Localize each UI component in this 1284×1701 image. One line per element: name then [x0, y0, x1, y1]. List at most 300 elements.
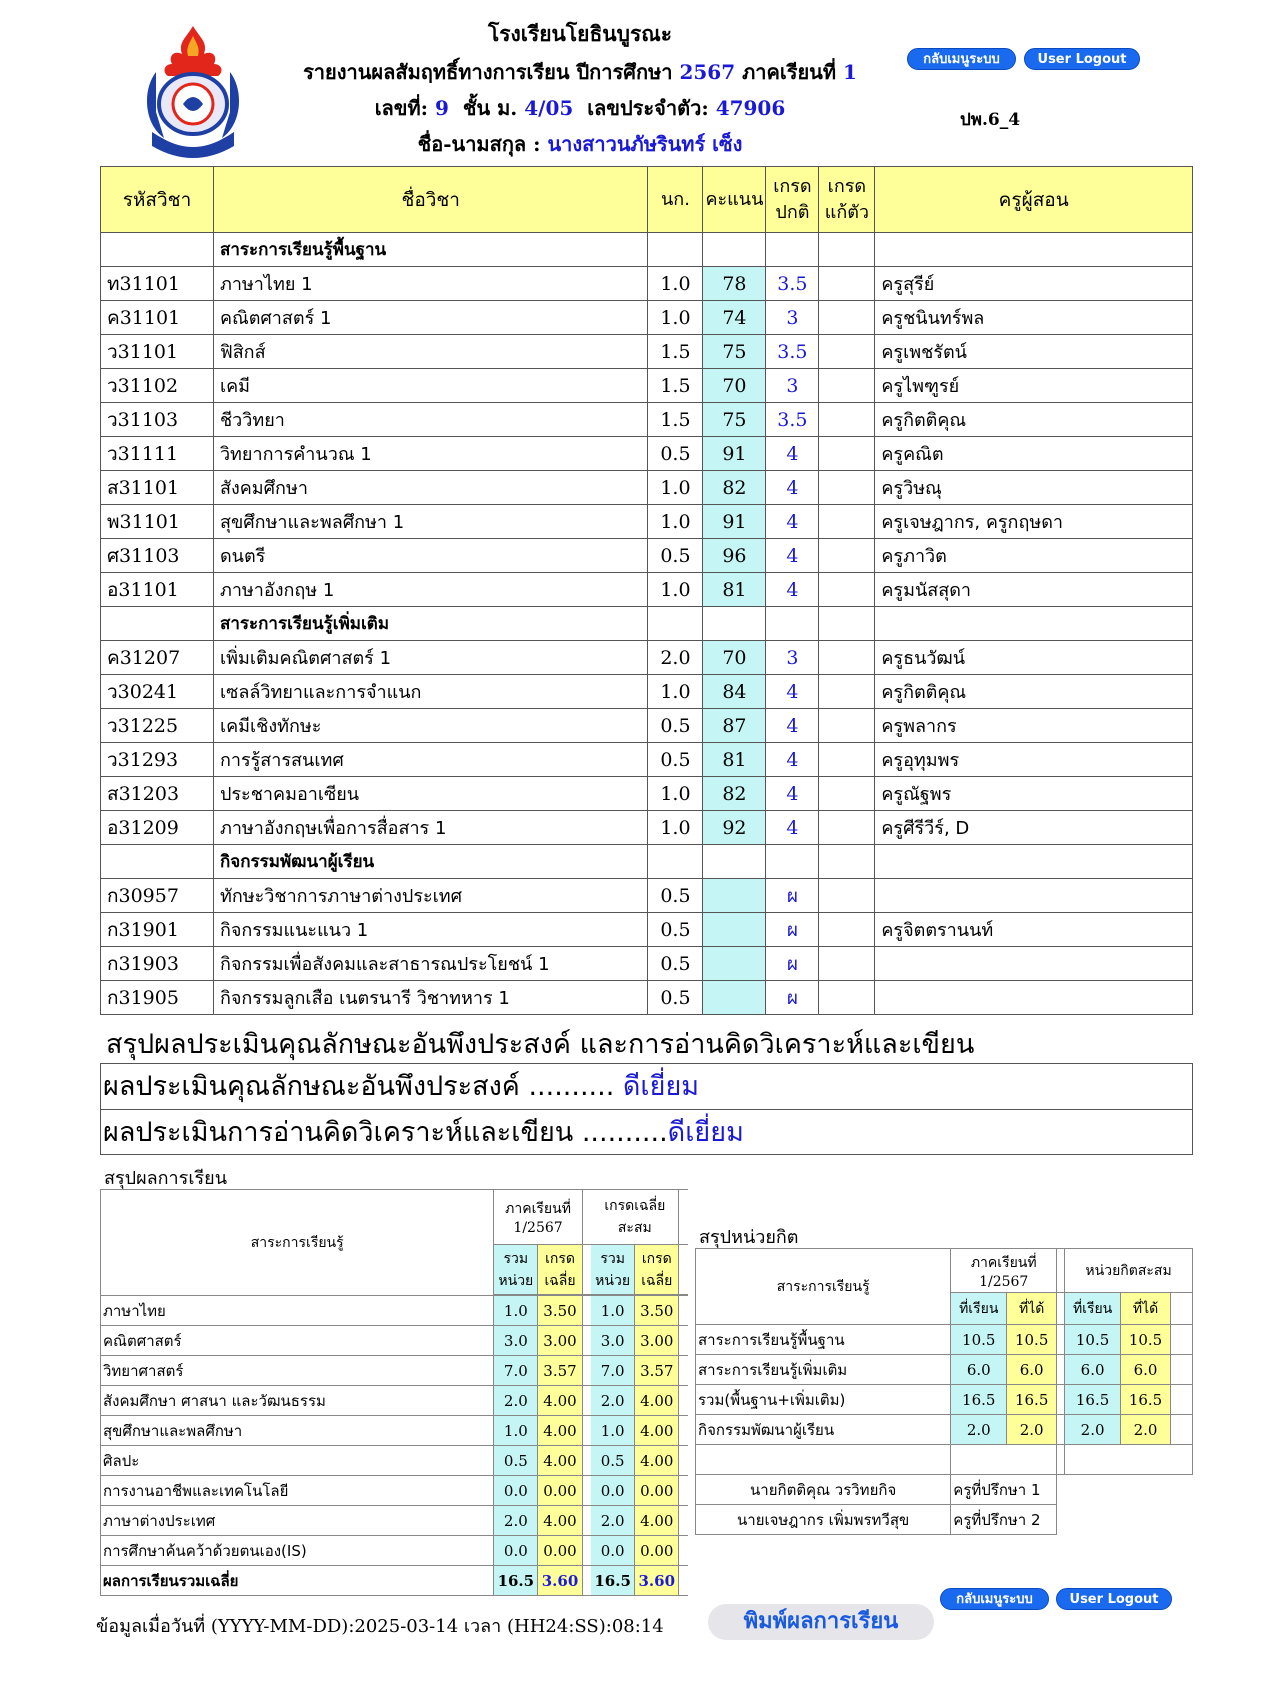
header-code: รหัสวิชา [101, 167, 214, 233]
subject-grade-fix [819, 641, 875, 675]
spacer [1171, 1385, 1193, 1415]
subject-grade-fix [819, 403, 875, 437]
subject-credit: 2.0 [648, 641, 703, 675]
subject-credit: 0.5 [648, 743, 703, 777]
spacer [582, 1326, 590, 1356]
summary-row [101, 1476, 688, 1506]
subject-code: ว31103 [101, 403, 214, 437]
subject-name: สังคมศึกษา [213, 471, 648, 505]
data-timestamp: ข้อมูลเมื่อวันที่ (YYYY-MM-DD):2025-03-14 เวลา (HH24:SS):08:14 [96, 1616, 664, 1637]
summary-term-units: 1.0 [494, 1296, 538, 1326]
spacer [679, 1296, 688, 1326]
subject-score: 82 [703, 777, 766, 811]
subject-code: ส31101 [101, 471, 214, 505]
credits-subject: รวม(พื้นฐาน+เพิ่มเติม) [696, 1385, 951, 1415]
subject-score: 75 [703, 335, 766, 369]
report-header [0, 0, 1284, 168]
table-row [101, 437, 1193, 471]
summary-term-gpa: 4.00 [538, 1416, 582, 1446]
group-row [101, 233, 1193, 267]
credits-row [696, 1325, 1193, 1355]
subject-credit: 0.5 [648, 539, 703, 573]
credits-cum-took: 6.0 [1065, 1355, 1121, 1385]
credits-subject: กิจกรรมพัฒนาผู้เรียน [696, 1415, 951, 1445]
table-row [101, 267, 1193, 301]
student-class: 4/05 [524, 96, 574, 120]
summary-subject: ผลการเรียนรวมเฉลี่ย [101, 1566, 494, 1596]
cell-teacher [875, 845, 1193, 879]
subject-score [703, 879, 766, 913]
subject-code: ศ31103 [101, 539, 214, 573]
summary-row [101, 1326, 688, 1356]
cell-credit [648, 607, 703, 641]
subject-score: 82 [703, 471, 766, 505]
spacer [1171, 1415, 1193, 1445]
summary-cum-units: 0.0 [591, 1476, 635, 1506]
credits-term-took: 2.0 [951, 1415, 1007, 1445]
cell-credit [648, 845, 703, 879]
table-row [101, 709, 1193, 743]
back-to-menu-button-bottom[interactable]: กลับเมนูระบบ [940, 1588, 1049, 1610]
logout-button[interactable]: User Logout [1024, 48, 1140, 70]
subject-code: พ31101 [101, 505, 214, 539]
summary-term-gpa: 3.57 [538, 1356, 582, 1386]
summary-cum-units: 2.0 [591, 1506, 635, 1536]
table-row [101, 573, 1193, 607]
cell-code [101, 233, 214, 267]
credits-title: สรุปหน่วยกิต [699, 1227, 799, 1248]
subject-code: ว31111 [101, 437, 214, 471]
advisor-row [696, 1475, 1193, 1505]
credits-term-took: 16.5 [951, 1385, 1007, 1415]
summary-row [101, 1356, 688, 1386]
subject-score: 96 [703, 539, 766, 573]
table-row [101, 743, 1193, 777]
summary-cum-gpa: 4.00 [635, 1416, 679, 1446]
subject-score [703, 913, 766, 947]
group-row [101, 845, 1193, 879]
subject-code: ท31101 [101, 267, 214, 301]
subject-score: 70 [703, 641, 766, 675]
subject-grade-fix [819, 743, 875, 777]
table-row [101, 471, 1193, 505]
summary-row [101, 1446, 688, 1476]
subject-name: ฟิสิกส์ [213, 335, 648, 369]
report-title [260, 56, 900, 88]
summary-subject: การศึกษาค้นคว้าด้วยตนเอง(IS) [101, 1536, 494, 1566]
spacer [582, 1416, 590, 1446]
credits-sub-took-cum: ที่เรียน [1065, 1293, 1121, 1325]
subject-score: 91 [703, 505, 766, 539]
class-label: ชั้น ม. [462, 96, 518, 120]
summary-subject: สังคมศึกษา ศาสนา และวัฒนธรรม [101, 1386, 494, 1416]
subject-grade: 4 [766, 709, 819, 743]
summary-cum-gpa: 0.00 [635, 1536, 679, 1566]
summary-subject: ภาษาต่างประเทศ [101, 1506, 494, 1536]
summary-term-units: 0.0 [494, 1536, 538, 1566]
summary-cum-units: 2.0 [591, 1386, 635, 1416]
no-label: เลขที่: [374, 96, 429, 120]
spacer [1057, 1505, 1193, 1535]
subject-code: ก30957 [101, 879, 214, 913]
reading-result: ดีเยี่ยม [667, 1117, 744, 1148]
spacer [679, 1506, 688, 1536]
subject-credit: 1.0 [648, 267, 703, 301]
school-name: โรงเรียนโยธินบูรณะ [487, 21, 673, 46]
summary-sub-units-cum: รวม หน่วย [591, 1245, 635, 1295]
subject-grade: 4 [766, 675, 819, 709]
summary-cum-gpa: 0.00 [635, 1476, 679, 1506]
subject-code: ก31901 [101, 913, 214, 947]
cell-score [703, 845, 766, 879]
summary-subject: สุขศึกษาและพลศึกษา [101, 1416, 494, 1446]
credits-term-got: 2.0 [1007, 1415, 1057, 1445]
subject-teacher: ครูเจษฎากร, ครูกฤษดา [875, 505, 1193, 539]
subject-grade-fix [819, 981, 875, 1015]
credits-subject: สาระการเรียนรู้เพิ่มเติม [696, 1355, 951, 1385]
group-name: สาระการเรียนรู้พื้นฐาน [213, 233, 648, 267]
summary-row [101, 1506, 688, 1536]
table-row [101, 539, 1193, 573]
cell-grade [766, 607, 819, 641]
spacer [679, 1326, 688, 1356]
summary-table [100, 1189, 688, 1596]
advisor-role: ครูที่ปรึกษา 2 [951, 1505, 1057, 1535]
summary-term-gpa: 3.00 [538, 1326, 582, 1356]
spacer [1057, 1385, 1065, 1415]
characteristics-result: ดีเยี่ยม [622, 1071, 700, 1102]
subject-code: ส31203 [101, 777, 214, 811]
assessment-reading: ผลประเมินการอ่านคิดวิเคราะห์และเขียน ..........ดีเยี่ยม [101, 1109, 1192, 1154]
subject-grade-fix [819, 573, 875, 607]
summary-term-gpa: 3.50 [538, 1296, 582, 1326]
subject-code: อ31101 [101, 573, 214, 607]
student-id: 47906 [715, 96, 786, 120]
id-label: เลขประจำตัว: [587, 96, 709, 120]
header-score: คะแนน [703, 167, 766, 233]
subject-credit: 0.5 [648, 879, 703, 913]
cell-teacher [875, 233, 1193, 267]
subject-code: ว31102 [101, 369, 214, 403]
spacer [679, 1356, 688, 1386]
subject-code: ก31905 [101, 981, 214, 1015]
subject-teacher: ครูวิษณุ [875, 471, 1193, 505]
subject-score: 74 [703, 301, 766, 335]
subject-grade: ผ [766, 981, 819, 1015]
cell-score [703, 607, 766, 641]
subject-grade: ผ [766, 879, 819, 913]
credits-row [696, 1355, 1193, 1385]
summary-term-units: 1.0 [494, 1416, 538, 1446]
summary-cum-units: 1.0 [591, 1416, 635, 1446]
subject-grade: 4 [766, 471, 819, 505]
subject-grade-fix [819, 369, 875, 403]
spacer [679, 1476, 688, 1506]
credits-cum-got: 16.5 [1121, 1385, 1171, 1415]
summary-cum-units: 3.0 [591, 1326, 635, 1356]
subject-credit: 0.5 [648, 981, 703, 1015]
subject-grade-fix [819, 913, 875, 947]
subject-grade: 3 [766, 369, 819, 403]
summary-sub-gpa: เกรด เฉลี่ย [538, 1245, 582, 1295]
cell-grade [766, 233, 819, 267]
subject-teacher: ครูเพชรัตน์ [875, 335, 1193, 369]
summary-subject: ภาษาไทย [101, 1296, 494, 1326]
subject-credit: 1.0 [648, 471, 703, 505]
student-info [260, 92, 900, 124]
subject-code: ว30241 [101, 675, 214, 709]
subject-grade: 4 [766, 437, 819, 471]
logout-button-bottom[interactable]: User Logout [1056, 1588, 1172, 1610]
school-logo [138, 20, 248, 160]
grades-table [100, 166, 1193, 1015]
subject-teacher: ครูธนวัฒน์ [875, 641, 1193, 675]
subject-grade: 4 [766, 539, 819, 573]
subject-teacher [875, 879, 1193, 913]
subject-code: ก31903 [101, 947, 214, 981]
summary-cum-gpa: 4.00 [635, 1446, 679, 1476]
subject-grade: 4 [766, 743, 819, 777]
subject-grade-fix [819, 947, 875, 981]
credits-row [696, 1415, 1193, 1445]
summary-col-term: ภาคเรียนที่ 1/2567 [494, 1190, 582, 1245]
spacer [1171, 1325, 1193, 1355]
subject-teacher: ครูณัฐพร [875, 777, 1193, 811]
subject-code: ว31101 [101, 335, 214, 369]
print-report-button[interactable]: พิมพ์ผลการเรียน [708, 1604, 934, 1640]
table-row [101, 641, 1193, 675]
subject-grade-fix [819, 777, 875, 811]
grades-table-header [101, 167, 1193, 233]
subject-credit: 1.0 [648, 811, 703, 845]
table-row [101, 947, 1193, 981]
summary-row [101, 1416, 688, 1446]
subject-grade-fix [819, 709, 875, 743]
subject-score: 84 [703, 675, 766, 709]
subject-code: ว31225 [101, 709, 214, 743]
subject-score: 92 [703, 811, 766, 845]
table-row [101, 403, 1193, 437]
summary-sub-units: รวม หน่วย [494, 1245, 538, 1295]
subject-teacher [875, 981, 1193, 1015]
cell-teacher [875, 607, 1193, 641]
subject-score: 91 [703, 437, 766, 471]
group-name: สาระการเรียนรู้เพิ่มเติม [213, 607, 648, 641]
cell-code [101, 607, 214, 641]
credits-col-subject: สาระการเรียนรู้ [696, 1249, 951, 1325]
credits-table [695, 1248, 1193, 1535]
spacer [679, 1446, 688, 1476]
summary-cum-gpa: 3.57 [635, 1356, 679, 1386]
summary-sub-gpa-cum: เกรด เฉลี่ย [635, 1245, 679, 1295]
summary-cum-units: 16.5 [591, 1566, 635, 1596]
subject-grade: 4 [766, 777, 819, 811]
subject-teacher: ครูชนินทร์พล [875, 301, 1193, 335]
subject-teacher: ครูอุทุมพร [875, 743, 1193, 777]
summary-subject: การงานอาชีพและเทคโนโลยี [101, 1476, 494, 1506]
subject-credit: 1.0 [648, 675, 703, 709]
summary-cum-gpa: 4.00 [635, 1386, 679, 1416]
spacer [1057, 1355, 1065, 1385]
subject-credit: 0.5 [648, 437, 703, 471]
subject-name: ภาษาอังกฤษ 1 [213, 573, 648, 607]
advisor-name: นายกิตติคุณ วรวิทยกิจ [696, 1475, 951, 1505]
subject-grade-fix [819, 267, 875, 301]
summary-term-units: 16.5 [494, 1566, 538, 1596]
subject-name: เซลล์วิทยาและการจำแนก [213, 675, 648, 709]
subject-name: ภาษาอังกฤษเพื่อการสื่อสาร 1 [213, 811, 648, 845]
spacer [1171, 1355, 1193, 1385]
subject-score: 75 [703, 403, 766, 437]
credits-col-term: ภาคเรียนที่ 1/2567 [951, 1249, 1057, 1293]
subject-grade-fix [819, 505, 875, 539]
subject-score: 81 [703, 743, 766, 777]
table-row [101, 913, 1193, 947]
subject-grade: 3.5 [766, 267, 819, 301]
subject-name: เคมี [213, 369, 648, 403]
group-row [101, 607, 1193, 641]
subject-grade-fix [819, 539, 875, 573]
cell-credit [648, 233, 703, 267]
summary-term-units: 2.0 [494, 1386, 538, 1416]
credits-term-got: 16.5 [1007, 1385, 1057, 1415]
spacer [679, 1536, 688, 1566]
spacer [1057, 1325, 1065, 1355]
subject-name: ชีววิทยา [213, 403, 648, 437]
credits-sub-got: ที่ได้ [1007, 1293, 1057, 1325]
assessment-title: สรุปผลประเมินคุณลักษณะอันพึงประสงค์ และการอ่านคิดวิเคราะห์และเขียน [106, 1029, 975, 1060]
table-row [101, 879, 1193, 913]
spacer [679, 1566, 688, 1596]
subject-credit: 0.5 [648, 913, 703, 947]
subject-score [703, 981, 766, 1015]
summary-term-units: 0.0 [494, 1476, 538, 1506]
credits-term-got: 10.5 [1007, 1325, 1057, 1355]
summary-term-units: 0.5 [494, 1446, 538, 1476]
credits-sub-took: ที่เรียน [951, 1293, 1007, 1325]
subject-teacher: ครูกิตติคุณ [875, 403, 1193, 437]
spacer [582, 1446, 590, 1476]
subject-score: 81 [703, 573, 766, 607]
subject-name: ภาษาไทย 1 [213, 267, 648, 301]
subject-credit: 1.0 [648, 505, 703, 539]
subject-credit: 1.5 [648, 369, 703, 403]
name-label: ชื่อ-นามสกุล : [417, 132, 541, 156]
spacer [582, 1566, 590, 1596]
subject-credit: 1.0 [648, 573, 703, 607]
table-row [101, 369, 1193, 403]
subject-name: เพิ่มเติมคณิตศาสตร์ 1 [213, 641, 648, 675]
back-to-menu-button[interactable]: กลับเมนูระบบ [907, 48, 1016, 70]
summary-term-gpa: 3.60 [538, 1566, 582, 1596]
subject-grade: 3 [766, 641, 819, 675]
credits-cum-took: 2.0 [1065, 1415, 1121, 1445]
assessment-box [100, 1063, 1193, 1155]
report-title-prefix: รายงานผลสัมฤทธิ์ทางการเรียน ปีการศึกษา [303, 60, 673, 84]
credits-cum-took: 16.5 [1065, 1385, 1121, 1415]
subject-teacher: ครูกิตติคุณ [875, 675, 1193, 709]
advisor-row [696, 1505, 1193, 1535]
group-name: กิจกรรมพัฒนาผู้เรียน [213, 845, 648, 879]
summary-col-cum: เกรดเฉลี่ย สะสม [591, 1190, 679, 1245]
summary-cum-gpa: 3.50 [635, 1296, 679, 1326]
summary-term-gpa: 0.00 [538, 1536, 582, 1566]
subject-code: ว31293 [101, 743, 214, 777]
cell-score [703, 233, 766, 267]
summary-term-gpa: 0.00 [538, 1476, 582, 1506]
summary-cum-units: 0.5 [591, 1446, 635, 1476]
subject-teacher: ครูสุรีย์ [875, 267, 1193, 301]
credits-cum-took: 10.5 [1065, 1325, 1121, 1355]
subject-grade: 3.5 [766, 335, 819, 369]
spacer [582, 1506, 590, 1536]
credits-row [696, 1385, 1193, 1415]
credits-sub-got-cum: ที่ได้ [1121, 1293, 1171, 1325]
summary-term-units: 2.0 [494, 1506, 538, 1536]
cell-fix [819, 607, 875, 641]
subject-grade: ผ [766, 947, 819, 981]
subject-score: 78 [703, 267, 766, 301]
subject-grade: 4 [766, 811, 819, 845]
header-teacher: ครูผู้สอน [875, 167, 1193, 233]
summary-subject: คณิตศาสตร์ [101, 1326, 494, 1356]
summary-cum-gpa: 3.60 [635, 1566, 679, 1596]
assessment-characteristics: ผลประเมินคุณลักษณะอันพึงประสงค์ .......... ดีเยี่ยม [103, 1071, 700, 1102]
subject-grade: 3.5 [766, 403, 819, 437]
subject-teacher: ครูไพฑูรย์ [875, 369, 1193, 403]
summary-cum-units: 7.0 [591, 1356, 635, 1386]
summary-row [101, 1536, 688, 1566]
cell-code [101, 845, 214, 879]
subject-credit: 1.5 [648, 403, 703, 437]
summary-cum-gpa: 4.00 [635, 1506, 679, 1536]
summary-title: สรุปผลการเรียน [104, 1168, 228, 1189]
subject-name: กิจกรรมแนะแนว 1 [213, 913, 648, 947]
summary-term-gpa: 4.00 [538, 1386, 582, 1416]
credits-term-got: 6.0 [1007, 1355, 1057, 1385]
form-code: ปพ.6_4 [960, 110, 1021, 130]
student-name-line [260, 128, 900, 160]
subject-teacher: ครูศีรีวีร์, D [875, 811, 1193, 845]
summary-subject: ศิลปะ [101, 1446, 494, 1476]
subject-grade: ผ [766, 913, 819, 947]
subject-name: ดนตรี [213, 539, 648, 573]
subject-name: เคมีเชิงทักษะ [213, 709, 648, 743]
subject-name: กิจกรรมลูกเสือ เนตรนารี วิชาทหาร 1 [213, 981, 648, 1015]
cell-grade [766, 845, 819, 879]
credits-col-cum: หน่วยกิตสะสม [1065, 1249, 1193, 1293]
subject-name: กิจกรรมเพื่อสังคมและสาธารณประโยชน์ 1 [213, 947, 648, 981]
table-row [101, 505, 1193, 539]
subject-grade-fix [819, 437, 875, 471]
credits-cum-got: 2.0 [1121, 1415, 1171, 1445]
header-grade-fix: เกรด แก้ตัว [819, 167, 875, 233]
credits-cum-got: 6.0 [1121, 1355, 1171, 1385]
subject-credit: 1.5 [648, 335, 703, 369]
cell-fix [819, 233, 875, 267]
subject-grade: 4 [766, 505, 819, 539]
subject-credit: 0.5 [648, 709, 703, 743]
table-row [101, 981, 1193, 1015]
subject-score: 87 [703, 709, 766, 743]
summary-cum-gpa: 3.00 [635, 1326, 679, 1356]
subject-teacher [875, 947, 1193, 981]
header-grade-normal: เกรด ปกติ [766, 167, 819, 233]
header-credit: นก. [648, 167, 703, 233]
table-row [101, 675, 1193, 709]
table-row [101, 777, 1193, 811]
summary-cum-units: 0.0 [591, 1536, 635, 1566]
